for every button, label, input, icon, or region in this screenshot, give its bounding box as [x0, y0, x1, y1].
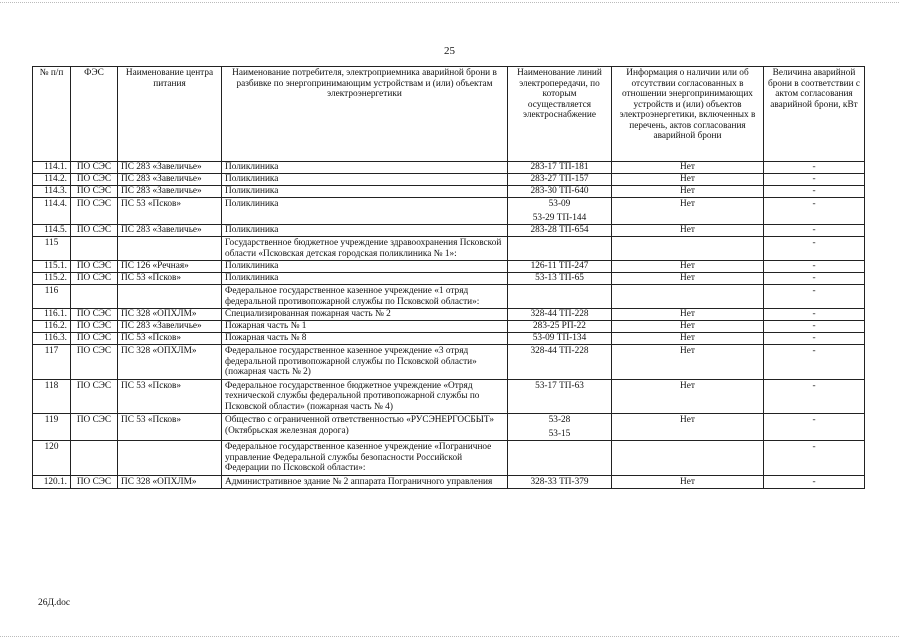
cell-reserve-value: - [764, 261, 865, 273]
cell-reserve-value: - [764, 333, 865, 345]
cell-consumer: Поликлиника [222, 162, 508, 174]
cell-power-center: ПС 328 «ОПХЛМ» [118, 345, 222, 380]
cell-consumer: Поликлиника [222, 225, 508, 237]
cell-fes: ПО СЭС [71, 198, 118, 225]
cell-reserve-value: - [764, 162, 865, 174]
cell-reserve-value: - [764, 174, 865, 186]
cell-agreement-info [612, 237, 764, 261]
cell-power-center: ПС 283 «Завеличье» [118, 225, 222, 237]
cell-number: 114.3. [33, 186, 71, 198]
cell-power-center: ПС 53 «Псков» [118, 273, 222, 285]
table-row [33, 237, 865, 261]
table-row [33, 261, 865, 273]
table-row [33, 309, 865, 321]
cell-reserve-value: - [764, 379, 865, 414]
cell-power-lines [508, 285, 612, 309]
cell-number: 114.5. [33, 225, 71, 237]
table-row [33, 162, 865, 174]
cell-agreement-info [612, 285, 764, 309]
cell-power-center: ПС 328 «ОПХЛМ» [118, 475, 222, 489]
cell-reserve-value: - [764, 237, 865, 261]
table-row [33, 198, 865, 225]
cell-consumer: Федеральное государственное бюджетное учреждение «Отряд технической службы федеральной противопожарной службы по Псковской области» (пожарная часть № 4) [222, 379, 508, 414]
cell-agreement-info: Нет [612, 162, 764, 174]
cell-fes: ПО СЭС [71, 333, 118, 345]
table-row [33, 441, 865, 476]
power-line-entry: 53-29 ТП-144 [532, 212, 587, 223]
cell-reserve-value: - [764, 186, 865, 198]
cell-reserve-value: - [764, 345, 865, 380]
cell-power-center: ПС 283 «Завеличье» [118, 321, 222, 333]
cell-reserve-value: - [764, 441, 865, 476]
cell-power-lines: 53-09 ТП-134 [508, 333, 612, 345]
page-number: 25 [444, 45, 455, 57]
power-line-entry: 53-09 [548, 199, 571, 209]
cell-number: 115 [33, 237, 71, 261]
cell-consumer: Поликлиника [222, 198, 508, 225]
cell-power-lines: 126-11 ТП-247 [508, 261, 612, 273]
cell-agreement-info: Нет [612, 261, 764, 273]
cell-power-center: ПС 53 «Псков» [118, 198, 222, 225]
cell-power-center: ПС 53 «Псков» [118, 414, 222, 441]
cell-consumer: Поликлиника [222, 261, 508, 273]
cell-power-center [118, 441, 222, 476]
header-cell-power-lines: Наименование линий электропередачи, по которым осуществляется электроснабжение [508, 67, 612, 162]
cell-power-center: ПС 53 «Псков» [118, 333, 222, 345]
cell-fes [71, 441, 118, 476]
cell-consumer: Поликлиника [222, 273, 508, 285]
cell-agreement-info: Нет [612, 186, 764, 198]
header-cell-power-center: Наименование центра питания [118, 67, 222, 162]
cell-number: 120 [33, 441, 71, 476]
cell-fes: ПО СЭС [71, 162, 118, 174]
cell-number: 116.3. [33, 333, 71, 345]
cell-fes [71, 285, 118, 309]
cell-fes: ПО СЭС [71, 186, 118, 198]
cell-number: 114.4. [33, 198, 71, 225]
cell-power-lines: 283-30 ТП-640 [508, 186, 612, 198]
cell-fes: ПО СЭС [71, 321, 118, 333]
header-cell-fes: ФЭС [71, 67, 118, 162]
cell-power-lines: 283-28 ТП-654 [508, 225, 612, 237]
table-row [33, 475, 865, 489]
cell-power-center: ПС 283 «Завеличье» [118, 174, 222, 186]
cell-reserve-value: - [764, 309, 865, 321]
cell-consumer: Федеральное государственное казенное учреждение «Пограничное управление Федеральной службы безопасности Российской Федерации по Псковской области»: [222, 441, 508, 476]
cell-power-lines [508, 414, 612, 441]
cell-power-center: ПС 53 «Псков» [118, 379, 222, 414]
table-row [33, 186, 865, 198]
cell-number: 116.1. [33, 309, 71, 321]
cell-fes: ПО СЭС [71, 273, 118, 285]
cell-number: 115.2. [33, 273, 71, 285]
cell-fes: ПО СЭС [71, 414, 118, 441]
cell-consumer: Государственное бюджетное учреждение здравоохранения Псковской области «Псковская детская городская поликлиника № 1»: [222, 237, 508, 261]
cell-power-lines: 283-27 ТП-157 [508, 174, 612, 186]
cell-power-center: ПС 126 «Речная» [118, 261, 222, 273]
cell-power-center: ПС 283 «Завеличье» [118, 186, 222, 198]
file-name: 26Д.doc [38, 598, 71, 608]
cell-consumer: Поликлиника [222, 186, 508, 198]
cell-number: 115.1. [33, 261, 71, 273]
cell-fes: ПО СЭС [71, 345, 118, 380]
cell-reserve-value: - [764, 273, 865, 285]
table-row [33, 333, 865, 345]
header-cell-consumer: Наименование потребителя, электроприемника аварийной брони в разбивке по энергопринимающим устройствам и (или) объектам электроэнергетики [222, 67, 508, 162]
cell-consumer: Пожарная часть № 8 [222, 333, 508, 345]
cell-power-lines: 328-33 ТП-379 [508, 475, 612, 489]
reserve-table [32, 66, 865, 489]
cell-agreement-info: Нет [612, 309, 764, 321]
scan-top-edge [0, 2, 899, 3]
cell-fes: ПО СЭС [71, 309, 118, 321]
cell-consumer: Специализированная пожарная часть № 2 [222, 309, 508, 321]
table-row [33, 379, 865, 414]
cell-agreement-info [612, 441, 764, 476]
cell-power-center [118, 237, 222, 261]
cell-power-lines: 53-17 ТП-63 [508, 379, 612, 414]
header-cell-agreement-info: Информация о наличии или об отсутствии согласованных в отношении энергопринимающих устройств и (или) объектов электроэнергетики, включенных в перечень, актов согласования аварийной брони [612, 67, 764, 162]
cell-reserve-value: - [764, 475, 865, 489]
table-row [33, 414, 865, 441]
cell-power-lines: 328-44 ТП-228 [508, 309, 612, 321]
cell-power-center: ПС 328 «ОПХЛМ» [118, 309, 222, 321]
cell-consumer: Пожарная часть № 1 [222, 321, 508, 333]
cell-agreement-info: Нет [612, 273, 764, 285]
table-row [33, 174, 865, 186]
cell-consumer: Административное здание № 2 аппарата Пограничного управления [222, 475, 508, 489]
cell-fes: ПО СЭС [71, 225, 118, 237]
cell-power-lines [508, 237, 612, 261]
cell-power-lines: 283-25 РП-22 [508, 321, 612, 333]
cell-reserve-value: - [764, 321, 865, 333]
cell-number: 116.2. [33, 321, 71, 333]
header-cell-reserve-value: Величина аварийной брони в соответствии с актом согласования аварийной брони, кВт [764, 67, 865, 162]
cell-power-lines [508, 198, 612, 225]
table-row [33, 225, 865, 237]
cell-agreement-info: Нет [612, 198, 764, 225]
cell-fes: ПО СЭС [71, 475, 118, 489]
cell-fes: ПО СЭС [71, 379, 118, 414]
cell-agreement-info: Нет [612, 414, 764, 441]
power-line-entry: 53-15 [548, 428, 571, 439]
cell-consumer: Федеральное государственное казенное учреждение «3 отряд федеральной противопожарной службы по Псковской области» (пожарная часть № 2) [222, 345, 508, 380]
cell-number: 119 [33, 414, 71, 441]
cell-fes [71, 237, 118, 261]
cell-agreement-info: Нет [612, 225, 764, 237]
cell-agreement-info: Нет [612, 333, 764, 345]
cell-consumer: Общество с ограниченной ответственностью «РУСЭНЕРГОСБЫТ» (Октябрьская железная дорога) [222, 414, 508, 441]
cell-number: 114.1. [33, 162, 71, 174]
table-row [33, 345, 865, 380]
cell-power-center [118, 285, 222, 309]
cell-power-lines: 328-44 ТП-228 [508, 345, 612, 380]
cell-agreement-info: Нет [612, 475, 764, 489]
table-header-row [33, 67, 865, 162]
cell-number: 117 [33, 345, 71, 380]
cell-agreement-info: Нет [612, 321, 764, 333]
power-line-entry: 53-28 [548, 415, 571, 425]
cell-agreement-info: Нет [612, 345, 764, 380]
cell-consumer: Федеральное государственное казенное учреждение «1 отряд федеральной противопожарной службы по Псковской области»: [222, 285, 508, 309]
table-row [33, 285, 865, 309]
cell-number: 114.2. [33, 174, 71, 186]
cell-agreement-info: Нет [612, 379, 764, 414]
cell-power-lines [508, 441, 612, 476]
cell-consumer: Поликлиника [222, 174, 508, 186]
cell-reserve-value: - [764, 414, 865, 441]
cell-number: 116 [33, 285, 71, 309]
cell-reserve-value: - [764, 198, 865, 225]
scan-bottom-edge [0, 636, 899, 637]
header-cell-number: № п/п [33, 67, 71, 162]
cell-reserve-value: - [764, 225, 865, 237]
cell-agreement-info: Нет [612, 174, 764, 186]
cell-number: 120.1. [33, 475, 71, 489]
table-row [33, 321, 865, 333]
cell-fes: ПО СЭС [71, 174, 118, 186]
cell-number: 118 [33, 379, 71, 414]
cell-reserve-value: - [764, 285, 865, 309]
cell-power-center: ПС 283 «Завеличье» [118, 162, 222, 174]
cell-power-lines: 53-13 ТП-65 [508, 273, 612, 285]
cell-power-lines: 283-17 ТП-181 [508, 162, 612, 174]
cell-fes: ПО СЭС [71, 261, 118, 273]
table-row [33, 273, 865, 285]
table-body [33, 162, 865, 489]
